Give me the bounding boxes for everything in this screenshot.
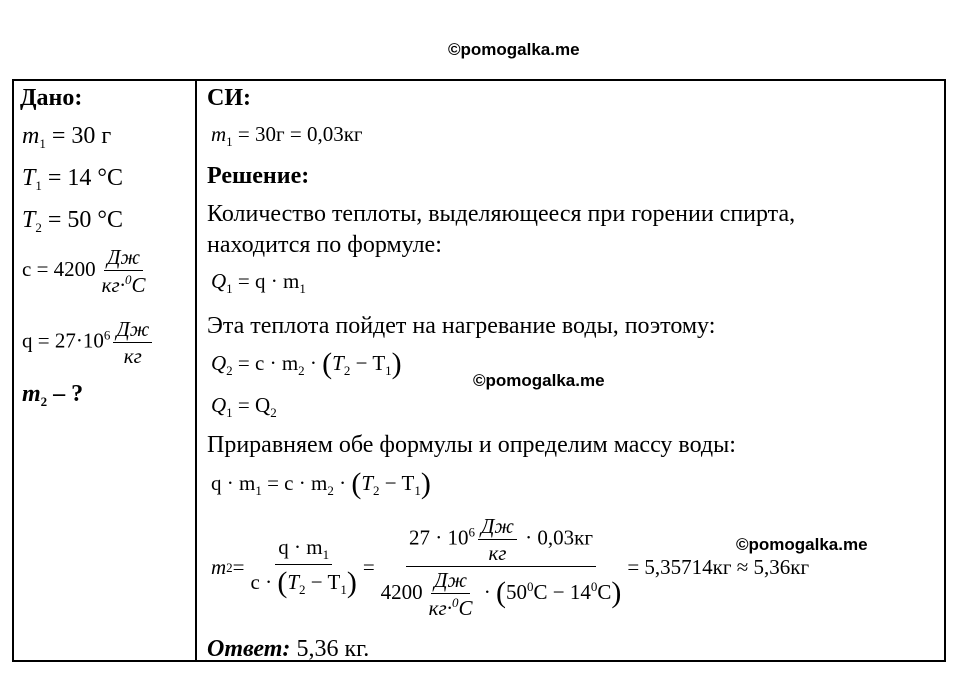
given-m1: $m_1 = 30$ г: [22, 123, 112, 151]
formula-q1-equals-q2: $Q_1 = Q_2$: [211, 393, 277, 420]
given-header: Дано:: [20, 85, 83, 111]
formula-m2-result: m 2 = $\frac{q \cdot m_1}{c \cdot (T_2 - T_1)}$ = $27 \cdot 10^6$ $\frac{Дж}{кг}$ · 0,03кг 4200 $\frac{Дж}{кг\cdot^0C}$ · $(50^0C - 14^0C)$ = 5,35714кг ≈ 5,36кг: [211, 514, 810, 621]
column-divider: [195, 79, 197, 662]
watermark-bottom: ©pomogalka.me: [736, 535, 868, 554]
given-q: $q = 27\cdot 10^6$ $\frac{Дж}{кг}$: [22, 318, 155, 367]
solution-header: Решение:: [207, 163, 310, 189]
watermark-middle: ©pomogalka.me: [473, 371, 605, 390]
given-t2: $T_2 = 50$ °C: [22, 207, 123, 235]
formula-equated: $q \cdot m_1 = c \cdot m_2 \cdot (T_2 - T_1)$: [211, 467, 431, 500]
si-m1-conversion: $m_1 = 30г = 0,03кг$: [211, 122, 363, 149]
answer-line: [207, 637, 369, 661]
si-header: СИ:: [207, 85, 251, 111]
answer-value: 5,36 кг.: [290, 636, 370, 662]
given-t1: $T_1 = 14$ °C: [22, 165, 123, 193]
given-m2-unknown: $m_2$ – ?: [22, 381, 84, 409]
formula-q2: $Q_2 = c \cdot m_2 \cdot (T_2 - T_1)$: [211, 347, 402, 380]
given-c: c = 4200 $\frac{Дж}{кг\cdot^0C}$: [22, 245, 146, 298]
solution-text-1: Количество теплоты, выделяющееся при горении спирта,: [207, 201, 796, 227]
solution-text-3: Эта теплота пойдет на нагревание воды, поэтому:: [207, 313, 716, 339]
formula-q1: $Q_1 = q \cdot m_1$: [211, 269, 306, 296]
answer-label: Ответ:: [207, 636, 291, 662]
watermark-top: ©pomogalka.me: [448, 40, 580, 59]
solution-text-4: Приравняем обе формулы и определим массу воды:: [207, 432, 736, 458]
solution-text-2: находится по формуле:: [207, 232, 442, 258]
